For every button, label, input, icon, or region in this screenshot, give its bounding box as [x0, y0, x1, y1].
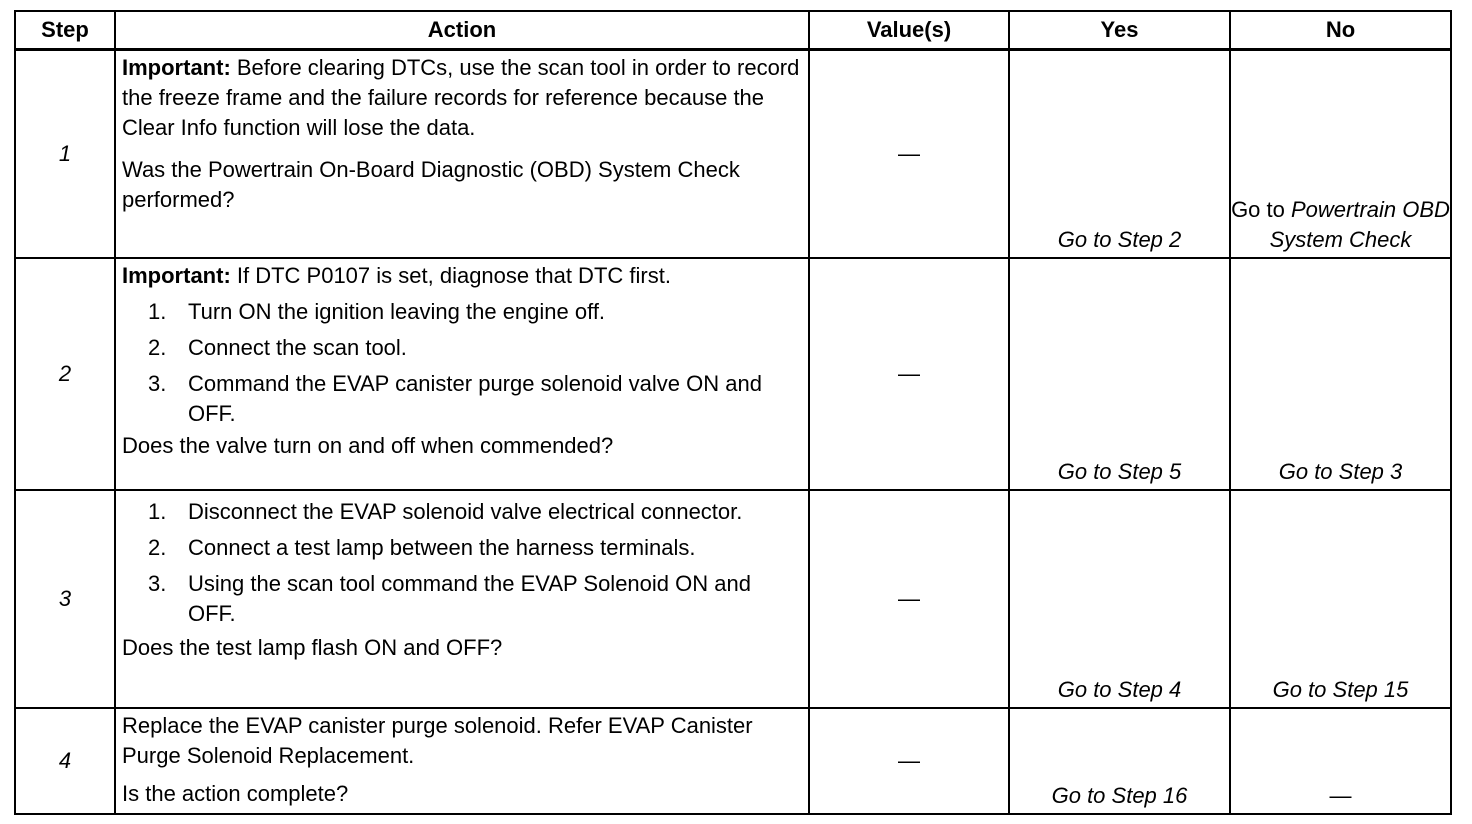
list-number: 2.: [148, 534, 167, 560]
question-text: Does the valve turn on and off when commended?: [122, 432, 614, 458]
list-text: Using the scan tool command the EVAP Solenoid ON and OFF.: [188, 570, 751, 626]
question-text: Was the Powertrain On-Board Diagnostic (OBD) System Check performed?: [122, 157, 740, 212]
value-cell: —: [809, 708, 1009, 814]
important-note: [122, 261, 802, 291]
list-text: Connect the scan tool.: [188, 334, 407, 360]
list-number: 2.: [148, 334, 167, 360]
procedure-list: [122, 497, 802, 629]
header-row: [15, 11, 1451, 50]
action-cell: [115, 50, 809, 258]
yes-cell: Go to Step 5: [1009, 258, 1230, 490]
value-cell: —: [809, 490, 1009, 708]
value-cell: —: [809, 258, 1009, 490]
step-number: 4: [15, 708, 115, 814]
step-number: 3: [15, 490, 115, 708]
no-cell: Go to Step 3: [1230, 258, 1451, 490]
yes-cell: Go to Step 16: [1009, 708, 1230, 814]
value-cell: —: [809, 50, 1009, 258]
action-cell: [115, 490, 809, 708]
no-prefix: Go to: [1231, 196, 1291, 222]
list-number: 1.: [148, 298, 167, 324]
question-text: Is the action complete?: [122, 780, 349, 806]
table-row: [15, 708, 1451, 814]
list-number: 1.: [148, 498, 167, 524]
list-item: [122, 533, 802, 563]
important-text: If DTC P0107 is set, diagnose that DTC first.: [230, 262, 671, 288]
list-item: [122, 569, 802, 629]
list-item: [122, 497, 802, 527]
list-text: Disconnect the EVAP solenoid valve electrical connector.: [188, 498, 743, 524]
important-note: [122, 53, 802, 143]
header-yes: Yes: [1009, 11, 1230, 50]
list-item: [122, 369, 802, 429]
no-cell: Go to Step 15: [1230, 490, 1451, 708]
list-text: Command the EVAP canister purge solenoid valve ON and OFF.: [188, 370, 762, 426]
list-text: Connect a test lamp between the harness terminals.: [188, 534, 696, 560]
yes-cell: Go to Step 2: [1009, 50, 1230, 258]
no-cell: —: [1230, 708, 1451, 814]
action-cell: [115, 708, 809, 814]
header-step: Step: [15, 11, 115, 50]
no-cell: [1230, 50, 1451, 258]
important-text: Before clearing DTCs, use the scan tool in order to record the freeze frame and the failure records for reference because the Clear Info function will lose the data.: [122, 55, 800, 140]
list-text: Turn ON the ignition leaving the engine off.: [188, 298, 606, 324]
list-number: 3.: [148, 370, 167, 396]
list-item: [122, 333, 802, 363]
important-label: Important:: [122, 262, 231, 288]
procedure-list: [122, 297, 802, 429]
step-number: 1: [15, 50, 115, 258]
no-target: Powertrain OBD System Check: [1269, 196, 1450, 252]
yes-cell: Go to Step 4: [1009, 490, 1230, 708]
table-row: [15, 490, 1451, 708]
step-number: 2: [15, 258, 115, 490]
list-item: [122, 297, 802, 327]
action-text: Replace the EVAP canister purge solenoid. Refer EVAP Canister Purge Solenoid Replacement.: [122, 712, 753, 768]
table-row: [15, 50, 1451, 258]
header-action: Action: [115, 11, 809, 50]
table-row: [15, 258, 1451, 490]
question-text: Does the test lamp flash ON and OFF?: [122, 634, 503, 660]
header-no: No: [1230, 11, 1451, 50]
action-cell: [115, 258, 809, 490]
important-label: Important:: [122, 55, 231, 80]
header-values: Value(s): [809, 11, 1009, 50]
list-number: 3.: [148, 570, 167, 596]
diagnostic-table: [14, 10, 1452, 815]
